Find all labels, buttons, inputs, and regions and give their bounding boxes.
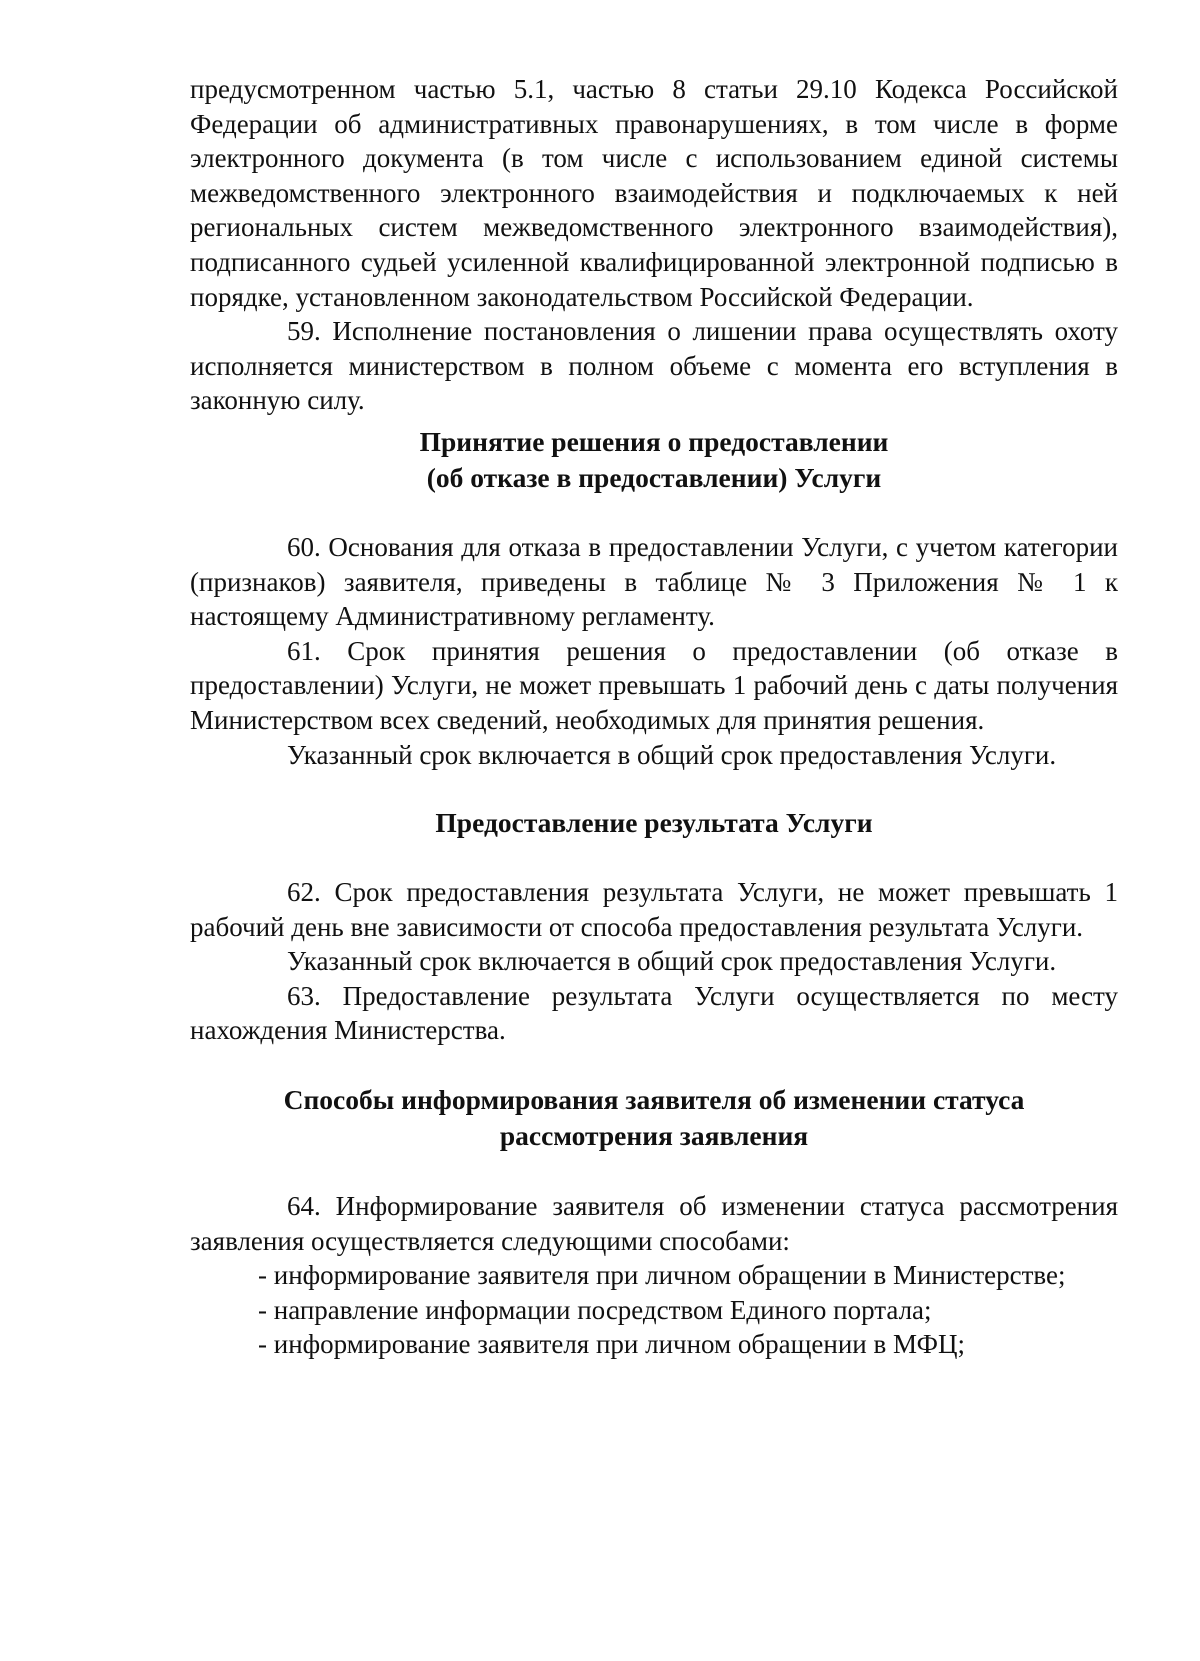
section-heading-decision [190, 424, 1118, 496]
heading-line-2: (об отказе в предоставлении) Услуги [426, 461, 882, 493]
paragraph-62: 62. Срок предоставления результата Услуги, не может превышать 1 рабочий день вне зависимости от способа предоставления результата Услуги. [190, 877, 1118, 942]
list-item: - направление информации посредством Единого портала; [258, 1294, 932, 1325]
section-heading-informing [190, 1082, 1118, 1154]
paragraph-61: 61. Срок принятия решения о предоставлении (об отказе в предоставлении) Услуги, не может превышать 1 рабочий день с даты получения Министерством всех сведений, необходимых для принятия решения. [190, 635, 1118, 735]
paragraph-64: 64. Информирование заявителя об изменении статуса рассмотрения заявления осуществляется следующими способами: [190, 1191, 1118, 1256]
paragraph-intro: предусмотренном частью 5.1, частью 8 статьи 29.10 Кодекса Российской Федерации об административных правонарушениях, в том числе в форме электронного документа (в том числе с использованием единой системы межведомственного электронного взаимодействия и подключаемых к ней региональных систем межведомственного электронного взаимодействия), подписанного судьей усиленной квалифицированной электронной подписью в порядке, установленном законодательством Российской Федерации. [190, 74, 1118, 312]
list-item: - информирование заявителя при личном обращении в Министерстве; [258, 1260, 1066, 1291]
paragraph-63: 63. Предоставление результата Услуги осуществляется по месту нахождения Министерства. [190, 980, 1118, 1046]
paragraph-61-note: Указанный срок включается в общий срок предоставления Услуги. [287, 739, 1057, 770]
section-heading-result: Предоставление результата Услуги [435, 807, 873, 839]
paragraph-62-note: Указанный срок включается в общий срок предоставления Услуги. [287, 946, 1057, 977]
heading-line-1: Принятие решения о предоставлении [419, 425, 889, 457]
paragraph-60: 60. Основания для отказа в предоставлении Услуги, с учетом категории (признаков) заявителя, приведены в таблице № 3 Приложения № 1 к настоящему Административному регламенту. [190, 531, 1118, 632]
list-item: - информирование заявителя при личном обращении в МФЦ; [258, 1329, 965, 1360]
heading-line-2: рассмотрения заявления [499, 1120, 809, 1152]
document-body [190, 72, 1118, 1362]
paragraph-59: 59. Исполнение постановления о лишении права осуществлять охоту исполняется министерством в полном объеме с момента его вступления в законную силу. [190, 316, 1118, 416]
heading-line-1: Способы информирования заявителя об изменении статуса [283, 1084, 1025, 1116]
